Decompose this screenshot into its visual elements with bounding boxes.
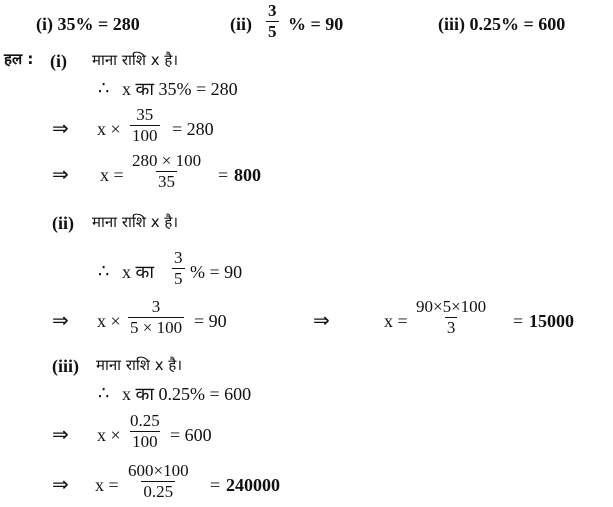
part-ii-statement-pre: x का (122, 262, 154, 282)
part-ii-assume: माना राशि x है। (92, 213, 179, 231)
implies-arrow: ⇒ (52, 472, 69, 496)
part-i-step2-pre: x = (100, 165, 124, 185)
fraction-denominator: 100 (132, 431, 158, 451)
part-ii-step1-post: = 90 (194, 311, 227, 331)
fraction-denominator: 100 (132, 125, 158, 145)
question-ii-fraction (266, 2, 279, 41)
part-i-step2-fraction (130, 152, 203, 191)
implies-arrow: ⇒ (52, 116, 69, 140)
fraction-numerator: 3 (268, 1, 277, 20)
part-i-step2-eq: = (218, 165, 229, 185)
part-i-step1-fraction (130, 106, 160, 145)
part-iii-step1-fraction (128, 412, 162, 451)
part-iii-statement: x का 0.25% = 600 (122, 384, 252, 404)
fraction-denominator: 5 (268, 21, 277, 41)
part-iii-step2-fraction (126, 462, 191, 501)
fraction-denominator: 0.25 (143, 481, 174, 501)
part-i-step1-pre: x × (97, 119, 121, 139)
implies-arrow: ⇒ (52, 162, 69, 186)
part-ii-step2-eq: = (513, 311, 524, 331)
question-iii: (iii) 0.25% = 600 (438, 14, 566, 34)
part-iii-step1-pre: x × (97, 425, 121, 445)
therefore-symbol: ∴ (98, 261, 110, 282)
part-ii-step1-pre: x × (97, 311, 121, 331)
fraction-numerator: 3 (151, 297, 161, 316)
fraction-numerator: 3 (174, 248, 183, 267)
part-i-answer: 800 (234, 165, 261, 185)
implies-arrow: ⇒ (52, 308, 69, 332)
implies-arrow: ⇒ (313, 308, 330, 332)
therefore-symbol: ∴ (98, 383, 110, 404)
part-ii-step2-fraction (414, 298, 488, 337)
fraction-denominator: 35 (158, 171, 176, 191)
part-iii-answer: 240000 (226, 475, 280, 495)
part-i-label: (i) (50, 51, 67, 71)
part-ii-step2-pre: x = (384, 311, 408, 331)
part-i-step1-post: = 280 (172, 119, 214, 139)
part-ii-statement-post: % = 90 (190, 262, 243, 282)
part-i-statement: x का 35% = 280 (122, 79, 238, 99)
part-iii-step2-pre: x = (95, 475, 119, 495)
question-ii-rest: % = 90 (288, 14, 344, 34)
therefore-symbol: ∴ (98, 78, 110, 99)
part-ii-answer: 15000 (529, 311, 574, 331)
fraction-denominator: 5 (174, 268, 183, 288)
part-iii-step2-eq: = (210, 475, 221, 495)
part-ii-label: (ii) (52, 213, 74, 233)
fraction-numerator: 35 (136, 105, 154, 124)
fraction-numerator: 600×100 (128, 461, 189, 480)
fraction-numerator: 90×5×100 (416, 297, 487, 316)
question-ii-label: (ii) (230, 14, 252, 34)
part-ii-statement-fraction (172, 249, 185, 288)
question-i: (i) 35% = 280 (36, 14, 140, 34)
fraction-numerator: 0.25 (130, 411, 160, 430)
fraction-numerator: 280 × 100 (132, 151, 202, 170)
part-iii-assume: माना राशि x है। (96, 356, 183, 374)
fraction-denominator: 5 × 100 (130, 317, 183, 337)
part-iii-label: (iii) (52, 356, 79, 376)
part-ii-step1-fraction (128, 298, 184, 337)
fraction-denominator: 3 (446, 317, 456, 337)
solution-label: हल : (4, 50, 34, 68)
part-iii-step1-post: = 600 (170, 425, 212, 445)
implies-arrow: ⇒ (52, 422, 69, 446)
part-i-assume: माना राशि x है। (92, 51, 179, 69)
